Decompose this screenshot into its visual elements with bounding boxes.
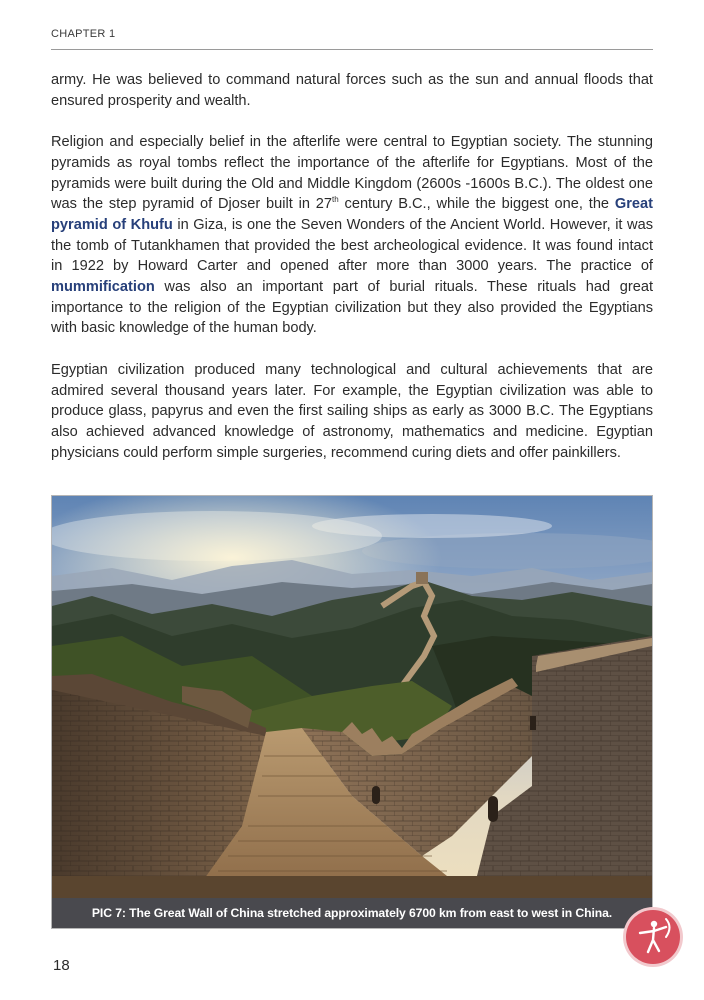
paragraph-2-part-2: century B.C., while the biggest one, the xyxy=(338,196,615,213)
paragraph-2 xyxy=(51,132,653,339)
paragraph-1: army. He was believed to command natural forces such as the sun and annual floods that ensured prosperity and wealth. xyxy=(51,72,653,109)
caption-bar xyxy=(52,898,652,928)
badge-figure-icon xyxy=(626,910,680,964)
highlight-great-pyramid: Great pyramid of Khufu xyxy=(51,196,654,233)
figure-caption: PIC 7: The Great Wall of China stretched approximately 6700 km from east to west in China. xyxy=(91,906,613,920)
superscript-th: th xyxy=(332,195,339,205)
great-wall-photo xyxy=(51,495,653,929)
paragraph-3: Egyptian civilization produced many technological and cultural achievements that are admired several thousand years later. For example, the Egyptian civilization was able to produce glass, papyrus and even the first sailing ships as early as 3000 B.C. The Egyptians also achieved advanced knowledge of astronomy, mathematics and medicine. Egyptian physicians could perform simple surgeries, recommend curing diets and offer painkillers. xyxy=(51,361,653,461)
paragraph-2-part-3: in Giza, is one the Seven Wonders of the Ancient World. However, it was the tomb of Tutankhamen that provided the best archeological evidence. It was found intact in 1922 by Howard Carter and opened after more than 3000 years. The practice of xyxy=(51,216,653,275)
body-text xyxy=(51,70,653,484)
chapter-header: CHAPTER 1 xyxy=(51,28,116,40)
paragraph-2-part-4: was also an important part of burial rituals. These rituals had great importance to the religion of the Egyptian civilization but they also provided the Egyptians with basic knowledge of the human body. xyxy=(51,279,653,337)
great-wall-illustration xyxy=(52,496,652,928)
highlight-mummification: mummification xyxy=(51,279,155,296)
paragraph-2-part-1: Religion and especially belief in the afterlife were central to Egyptian society. The stunning pyramids as royal tombs reflect the importance of the afterlife for Egyptians. Most of the pyramids were built during the Old and Middle Kingdom (2600s -1600s B.C.). The oldest one was the step pyramid of Djoser built in 27 xyxy=(51,134,653,213)
page-number: 18 xyxy=(53,957,70,974)
header-divider xyxy=(51,49,653,50)
figure-with-bow-icon xyxy=(626,910,680,964)
